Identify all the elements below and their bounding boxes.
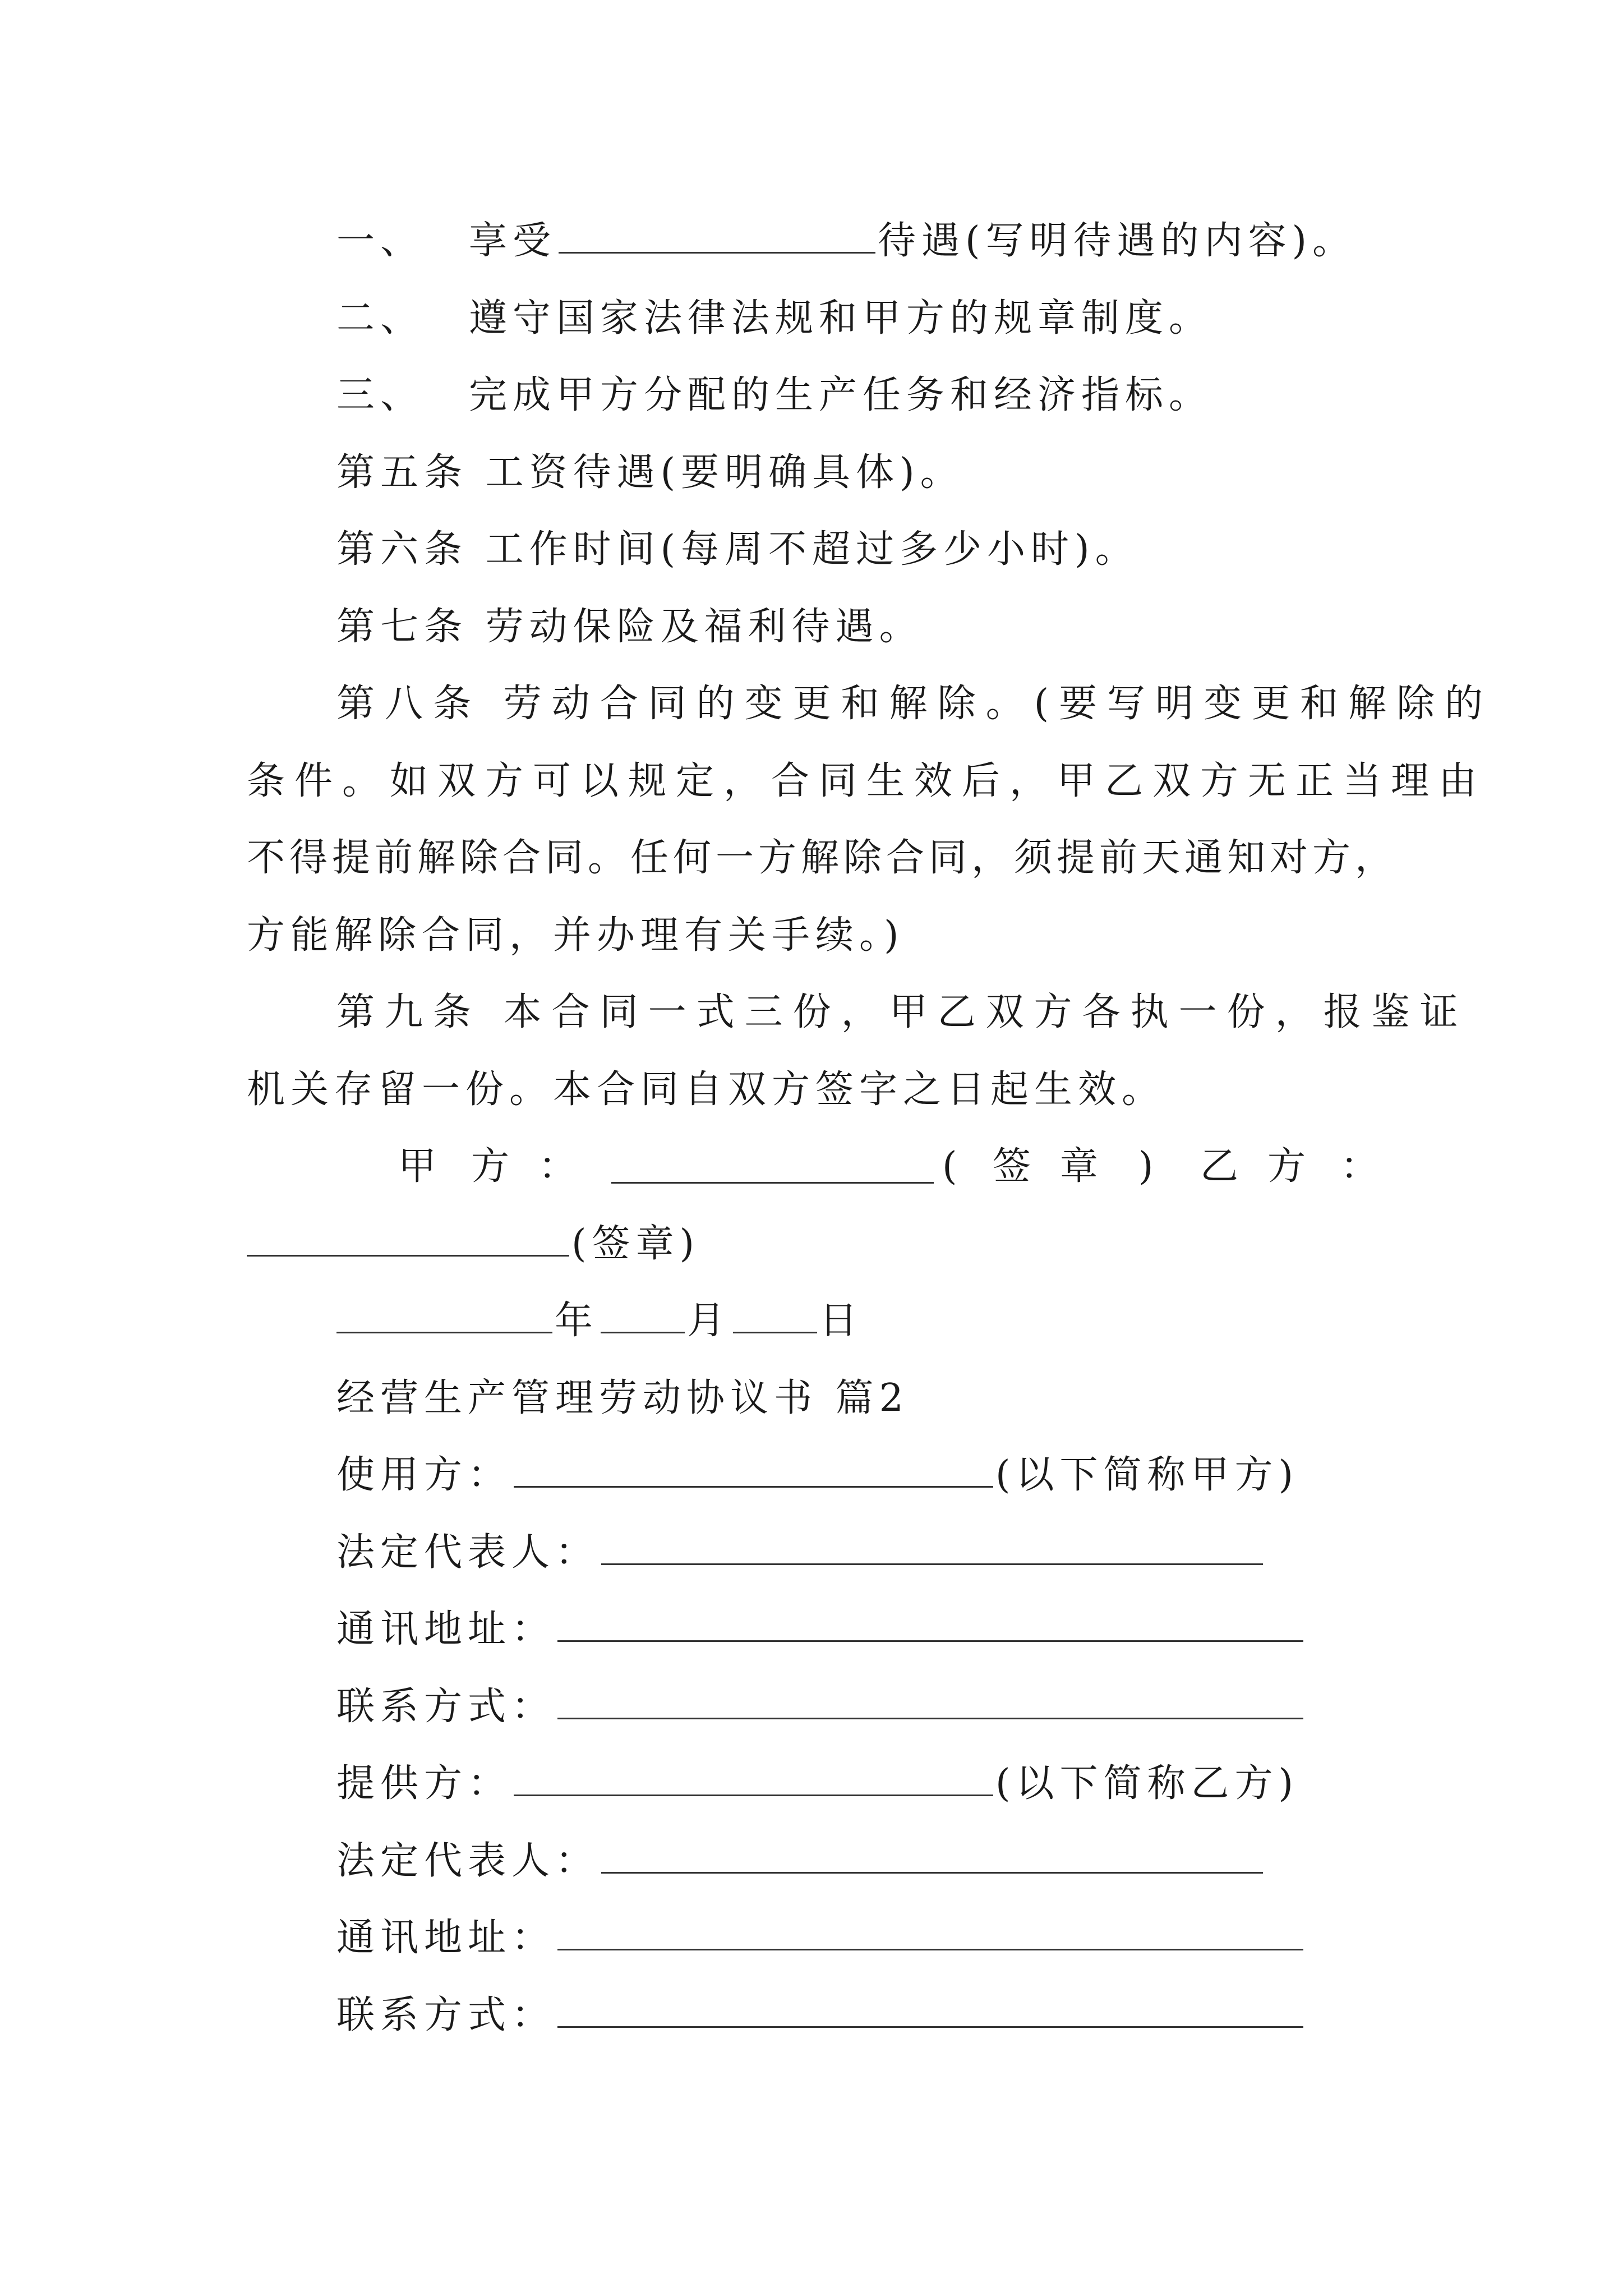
legal-rep-row bbox=[336, 1527, 1265, 1578]
article-8-line-4: 方能解除合同，并办理有关手续。) bbox=[247, 913, 905, 958]
sign-char-2: 章 bbox=[1060, 1144, 1099, 1189]
contact-label-2: 联系方式： bbox=[336, 1993, 556, 2037]
contact-row bbox=[336, 1682, 1306, 1732]
provider-blank bbox=[514, 1760, 993, 1796]
contact-label: 联系方式： bbox=[336, 1685, 556, 1729]
item-1 bbox=[336, 216, 1356, 266]
contact-row-2 bbox=[336, 1990, 1306, 2041]
provider-label: 提供方： bbox=[336, 1761, 512, 1806]
article-8-line-1: 第八条 劳动合同的变更和解除。(要写明变更和解除的 bbox=[336, 682, 1493, 726]
article-6: 第六条 工作时间(每周不超过多少小时)。 bbox=[336, 527, 1139, 572]
article-8-line-3: 不得提前解除合同。任何一方解除合同，须提前天通知对方， bbox=[247, 836, 1398, 880]
address-blank-2 bbox=[557, 1914, 1303, 1950]
address-row-2 bbox=[336, 1913, 1306, 1963]
item-2-text: 遵守国家法律法规和甲方的规章制度。 bbox=[469, 296, 1213, 341]
item-3 bbox=[336, 370, 1212, 421]
party-a-char-2: 方 bbox=[471, 1144, 510, 1189]
contact-blank bbox=[557, 1683, 1303, 1719]
signature-line-1 bbox=[0, 1142, 1623, 1192]
article-9-line-1: 第九条 本合同一式三份，甲乙双方各执一份，报鉴证 bbox=[336, 990, 1468, 1034]
close-paren: ) bbox=[1138, 1144, 1154, 1189]
signature-line-2 bbox=[247, 1219, 700, 1269]
address-row bbox=[336, 1604, 1306, 1655]
month-label: 月 bbox=[687, 1299, 731, 1343]
user-suffix: (以下简称甲方) bbox=[995, 1453, 1299, 1497]
party-b-sign-label: (签章) bbox=[571, 1222, 700, 1266]
item-3-text: 完成甲方分配的生产任务和经济指标。 bbox=[469, 373, 1213, 417]
year-label: 年 bbox=[555, 1299, 599, 1343]
open-paren: ( bbox=[942, 1144, 957, 1189]
provider-row bbox=[336, 1759, 1299, 1809]
party-a-blank bbox=[611, 1147, 934, 1184]
legal-rep-blank bbox=[601, 1529, 1263, 1565]
address-label: 通讯地址： bbox=[336, 1607, 556, 1651]
party-a-char-1: 甲 bbox=[398, 1144, 437, 1189]
party-b-char-1: 乙 bbox=[1200, 1144, 1239, 1189]
benefit-blank bbox=[559, 217, 875, 254]
item-2 bbox=[336, 293, 1212, 344]
party-b-colon: ： bbox=[1340, 1144, 1379, 1189]
item-3-prefix: 三、 bbox=[336, 373, 425, 417]
contact-blank-2 bbox=[557, 1991, 1303, 2028]
article-5: 第五条 工资待遇(要明确具体)。 bbox=[336, 450, 964, 495]
legal-rep-label: 法定代表人： bbox=[336, 1530, 600, 1575]
address-blank bbox=[557, 1605, 1303, 1642]
legal-rep-blank-2 bbox=[601, 1837, 1263, 1874]
user-label: 使用方： bbox=[336, 1453, 512, 1497]
party-b-blank bbox=[247, 1220, 569, 1257]
legal-rep-row-2 bbox=[336, 1836, 1265, 1887]
article-7: 第七条 劳动保险及福利待遇。 bbox=[336, 605, 923, 649]
date-line bbox=[336, 1296, 863, 1346]
party-a-colon: ： bbox=[538, 1144, 577, 1189]
item-1-prefix: 一、 bbox=[336, 219, 425, 263]
item-1-text-b: 待遇(写明待遇的内容)。 bbox=[878, 219, 1357, 263]
article-9-line-2: 机关存留一份。本合同自双方签字之日起生效。 bbox=[247, 1068, 1166, 1112]
day-blank bbox=[733, 1297, 817, 1333]
day-label: 日 bbox=[819, 1299, 864, 1343]
item-2-prefix: 二、 bbox=[336, 296, 425, 341]
address-label-2: 通讯地址： bbox=[336, 1916, 556, 1960]
provider-suffix: (以下简称乙方) bbox=[995, 1761, 1299, 1806]
month-blank bbox=[601, 1297, 685, 1333]
user-blank bbox=[514, 1451, 993, 1488]
article-8-line-2: 条件。如双方可以规定，合同生效后，甲乙双方无正当理由 bbox=[247, 759, 1487, 803]
user-row bbox=[336, 1450, 1299, 1501]
legal-rep-label-2: 法定代表人： bbox=[336, 1839, 600, 1883]
item-1-text-a: 享受 bbox=[469, 219, 557, 263]
section-2-heading: 经营生产管理劳动协议书 篇2 bbox=[336, 1376, 909, 1420]
sign-char-1: 签 bbox=[993, 1144, 1031, 1189]
year-blank bbox=[336, 1297, 552, 1333]
party-b-char-2: 方 bbox=[1267, 1144, 1306, 1189]
